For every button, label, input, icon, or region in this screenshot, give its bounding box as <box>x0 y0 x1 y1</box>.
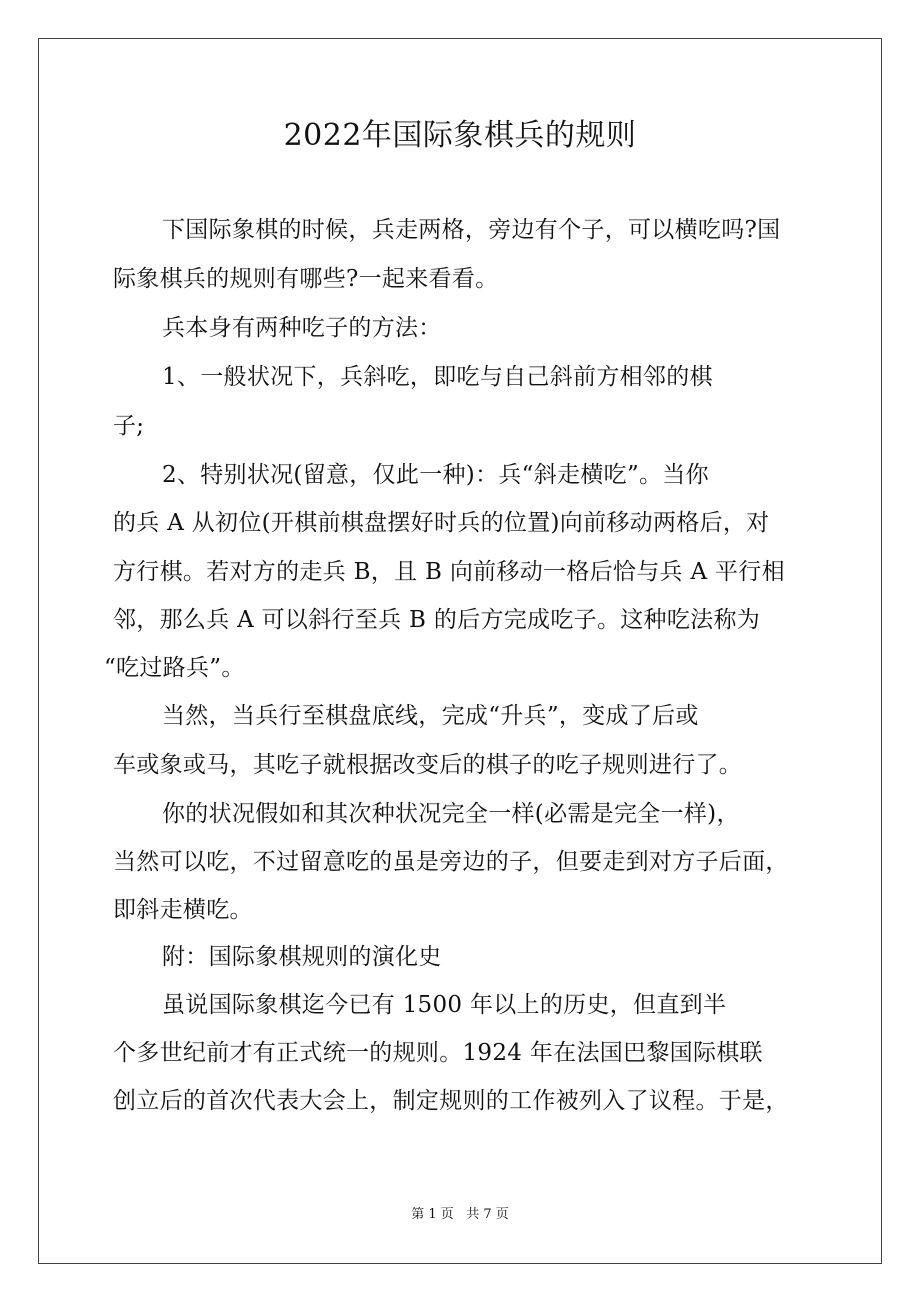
paragraph-4-line-1: 2、特别状况(留意，仅此一种)：兵“斜走横吃”。当你 <box>162 462 709 488</box>
paragraph-6-line-1: 你的状况假如和其次种状况完全一样(必需是完全一样)， <box>162 801 740 827</box>
paragraph-5-line-1: 当然，当兵行至棋盘底线，完成“升兵”，变成了后或 <box>162 703 699 729</box>
paragraph-8-line-1: 虽说国际象棋迄今已有 1500 年以上的历史，但直到半 <box>162 992 727 1018</box>
paragraph-1-line-2: 际象棋兵的规则有哪些?一起来看看。 <box>113 266 499 292</box>
paragraph-6-line-2: 当然可以吃，不过留意吃的虽是旁边的子，但要走到对方子后面， <box>113 849 789 875</box>
paragraph-6-line-3: 即斜走横吃。 <box>113 897 253 923</box>
paragraph-8-line-3: 创立后的首次代表大会上，制定规则的工作被列入了议程。于是， <box>113 1088 789 1114</box>
paragraph-2-line-1: 兵本身有两种吃子的方法： <box>162 315 442 341</box>
paragraph-3-line-2: 子; <box>113 413 145 439</box>
paragraph-4-line-3: 方行棋。若对方的走兵 B，且 B 向前移动一格后恰与兵 A 平行相 <box>113 559 785 585</box>
paragraph-4-line-5: “吃过路兵”。 <box>104 655 245 681</box>
paragraph-4-line-2: 的兵 A 从初位(开棋前棋盘摆好时兵的位置)向前移动两格后，对 <box>113 510 770 536</box>
paragraph-3-line-1: 1、一般状况下，兵斜吃，即吃与自己斜前方相邻的棋 <box>162 364 713 390</box>
paragraph-7-line-1: 附：国际象棋规则的演化史 <box>162 944 442 970</box>
paragraph-8-line-2: 个多世纪前才有正式统一的规则。1924 年在法国巴黎国际棋联 <box>113 1040 763 1066</box>
page-number-footer: 第 1 页 共 7 页 <box>411 1207 509 1222</box>
paragraph-5-line-2: 车或象或马，其吃子就根据改变后的棋子的吃子规则进行了。 <box>113 752 743 778</box>
paragraph-1-line-1: 下国际象棋的时候，兵走两格，旁边有个子，可以横吃吗?国 <box>162 217 781 243</box>
paragraph-4-line-4: 邻，那么兵 A 可以斜行至兵 B 的后方完成吃子。这种吃法称为 <box>113 607 761 633</box>
document-title: 2022年国际象棋兵的规则 <box>283 118 637 153</box>
